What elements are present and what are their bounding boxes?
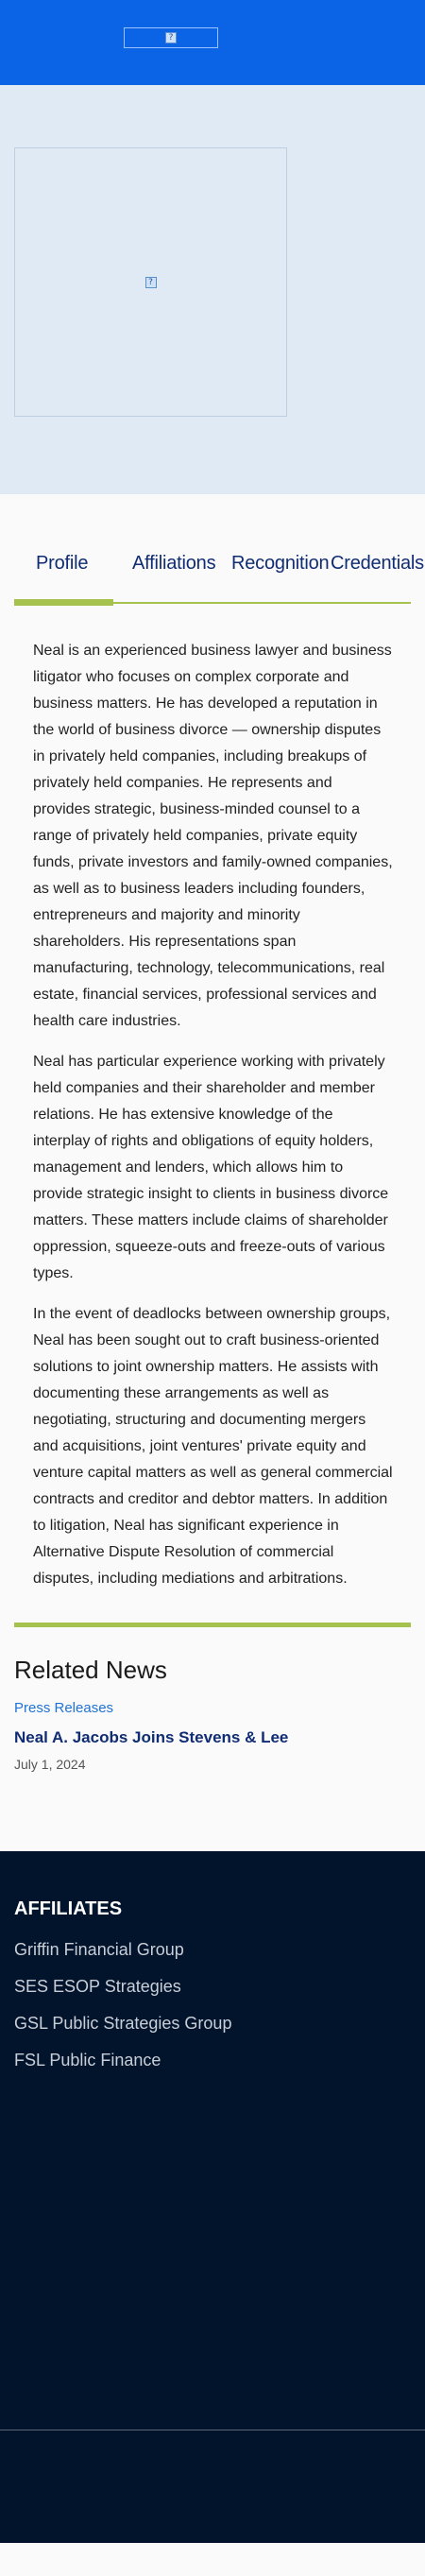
tab-profile[interactable]: Profile [36,553,89,574]
affiliate-link[interactable]: GSL Public Strategies Group [14,2014,232,2033]
tab-recognition[interactable]: Recognition [231,553,330,574]
attorney-hero [0,85,425,494]
affiliate-link[interactable]: SES ESOP Strategies [14,1977,181,1996]
affiliates-list [14,1938,231,2086]
affiliate-link[interactable]: Griffin Financial Group [14,1940,184,1959]
related-news [0,1627,425,1851]
site-header [0,0,425,85]
news-title-link[interactable]: Neal A. Jacobs Joins Stevens & Lee [14,1728,289,1746]
broken-image-icon: ? [145,277,157,288]
news-date: July 1, 2024 [14,1757,86,1772]
tab-credentials[interactable]: Credentials [331,553,424,574]
bio-paragraph: In the event of deadlocks between ownership groups, Neal has been sought out to craft business-oriented solutions to joint ownership matters. He assists with documenting these arrangements as well as negotiating, structuring and documenting mergers and acquisitions, joint ventures' private equity and venture capital matters as well as general commercial contracts and creditor and debtor matters. In addition to litigation, Neal has significant experience in Alternative Dispute Resolution of commercial disputes, including mediations and arbitrations. [33,1306,393,1587]
profile-bio [0,605,425,1623]
attorney-photo [14,147,287,417]
news-category-link[interactable]: Press Releases [14,1700,114,1716]
bio-paragraph: Neal has particular experience working with privately held companies and their shareholder and member relations. He has extensive knowledge of the interplay of rights and obligations of equity holders, management and lenders, which allows him to provide strategic insight to clients in business divorce matters. These matters include claims of shareholder oppression, squeeze-outs and freeze-outs of various types. [33,1054,389,1281]
profile-tabs [0,494,425,605]
affiliates-heading: AFFILIATES [14,1898,123,1919]
site-footer [0,1851,425,2543]
tab-affiliations[interactable]: Affiliations [132,553,216,574]
active-tab-indicator [14,599,113,606]
broken-image-icon: ? [165,32,177,43]
site-logo-link[interactable] [124,27,218,48]
bio-paragraph: Neal is an experienced business lawyer and business litigator who focuses on complex corporate and business matters. He has developed a reputation in the world of business divorce — ownership disputes in privately held companies, including breakups of privately held companies. He represents and provides strategic, business-minded counsel to a range of privately held companies, private equity funds, private investors and family-owned companies, as well as to business leaders including founders, entrepreneurs and majority and minority shareholders. His representations span manufacturing, technology, telecommunications, real estate, financial services, professional services and health care industries. [33,643,393,1029]
related-news-heading: Related News [14,1656,167,1684]
affiliate-link[interactable]: FSL Public Finance [14,2051,162,2069]
